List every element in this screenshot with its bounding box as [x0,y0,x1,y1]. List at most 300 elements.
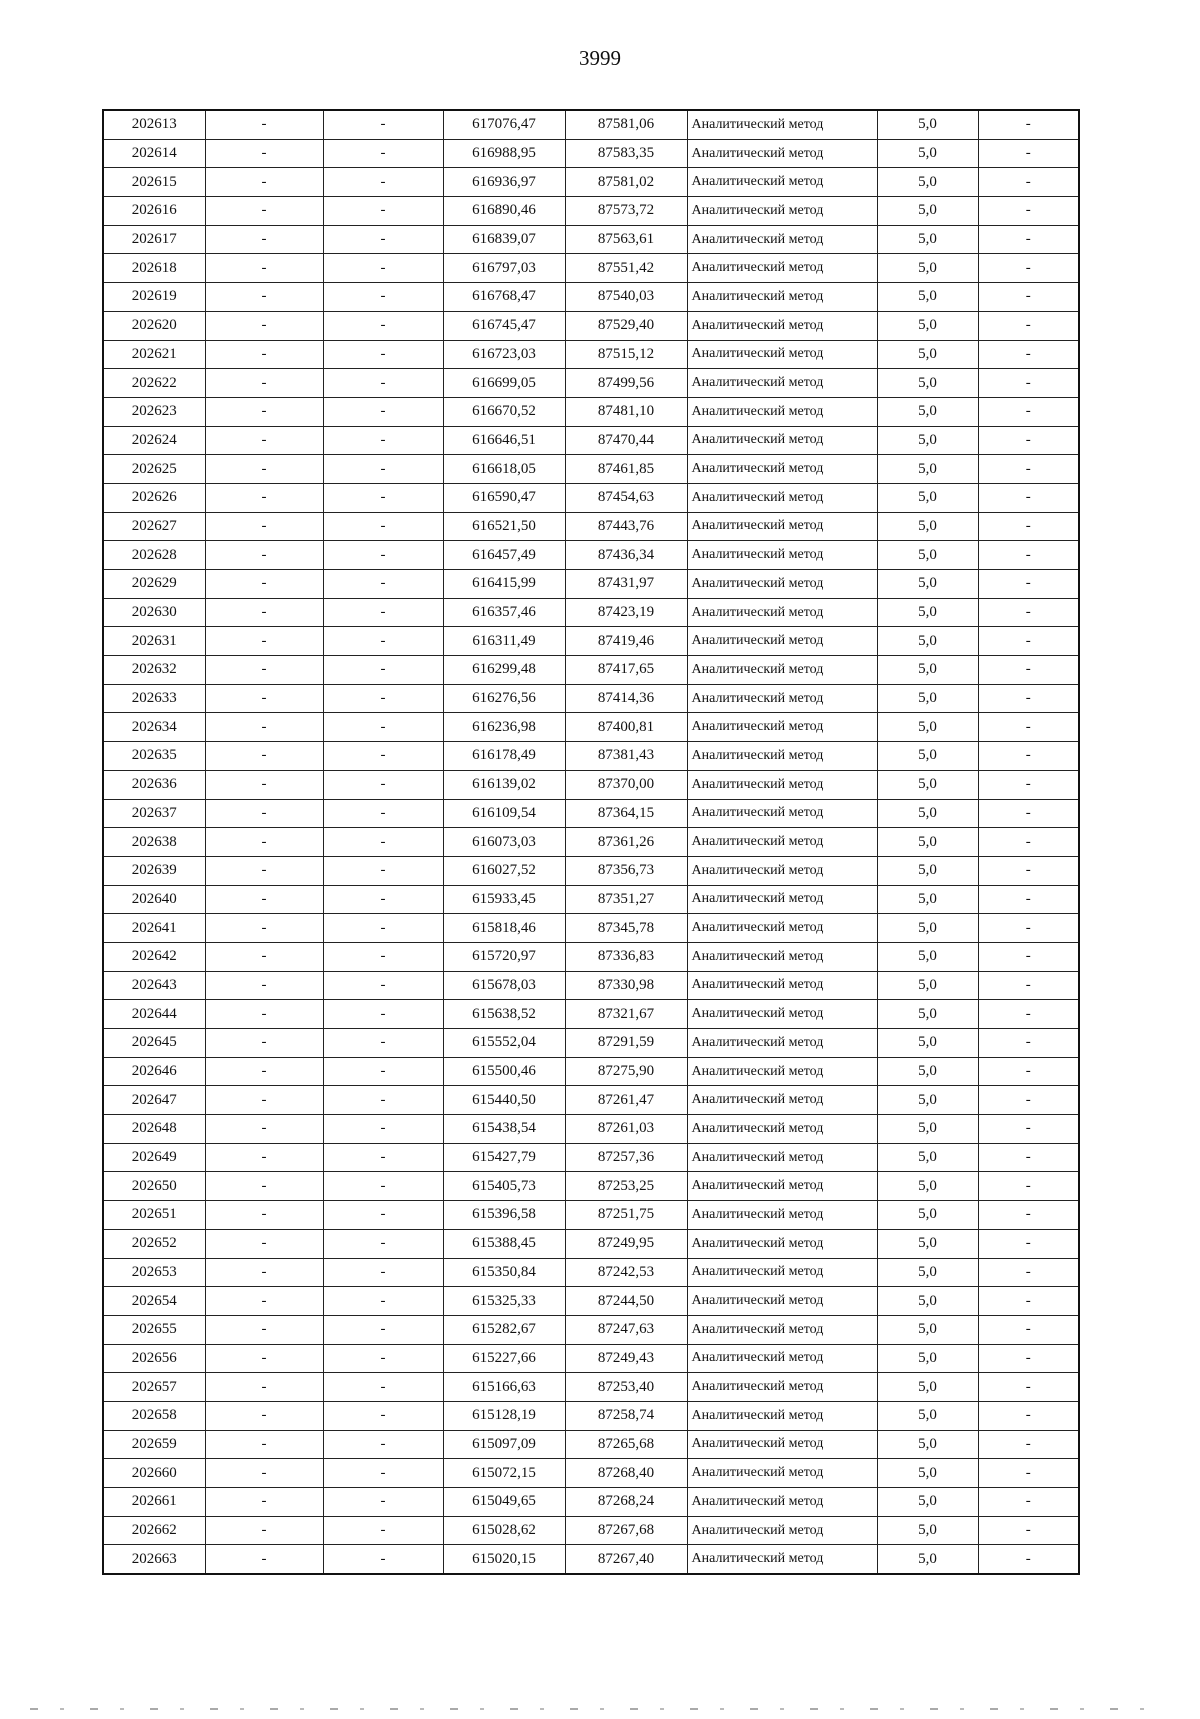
table-row [103,168,1079,197]
accuracy-cell: 5,0 [877,1029,978,1058]
dash-cell-a: - [205,1287,323,1316]
x-coordinate-cell: 616646,51 [443,426,565,455]
accuracy-cell: 5,0 [877,1115,978,1144]
point-number-cell: 202654 [103,1287,205,1316]
point-number-cell: 202630 [103,598,205,627]
accuracy-cell: 5,0 [877,1057,978,1086]
point-number-cell: 202628 [103,541,205,570]
dash-cell-a: - [205,828,323,857]
accuracy-cell: 5,0 [877,283,978,312]
y-coordinate-cell: 87499,56 [565,369,687,398]
method-cell: Аналитический метод [687,570,877,599]
dash-cell-c: - [978,684,1079,713]
point-number-cell: 202626 [103,483,205,512]
dash-cell-c: - [978,570,1079,599]
method-cell: Аналитический метод [687,1401,877,1430]
point-number-cell: 202643 [103,971,205,1000]
y-coordinate-cell: 87583,35 [565,139,687,168]
accuracy-cell: 5,0 [877,455,978,484]
table-row [103,1086,1079,1115]
point-number-cell: 202650 [103,1172,205,1201]
dash-cell-a: - [205,1373,323,1402]
dash-cell-a: - [205,541,323,570]
accuracy-cell: 5,0 [877,1344,978,1373]
method-cell: Аналитический метод [687,1086,877,1115]
x-coordinate-cell: 615440,50 [443,1086,565,1115]
method-cell: Аналитический метод [687,1143,877,1172]
point-number-cell: 202651 [103,1201,205,1230]
dash-cell-c: - [978,598,1079,627]
point-number-cell: 202660 [103,1459,205,1488]
method-cell: Аналитический метод [687,197,877,226]
dash-cell-a: - [205,1115,323,1144]
dash-cell-c: - [978,656,1079,685]
table-row [103,225,1079,254]
dash-cell-b: - [323,598,443,627]
dash-cell-b: - [323,856,443,885]
dash-cell-c: - [978,426,1079,455]
y-coordinate-cell: 87515,12 [565,340,687,369]
table-row [103,971,1079,1000]
accuracy-cell: 5,0 [877,1430,978,1459]
y-coordinate-cell: 87261,03 [565,1115,687,1144]
y-coordinate-cell: 87470,44 [565,426,687,455]
x-coordinate-cell: 616988,95 [443,139,565,168]
x-coordinate-cell: 615933,45 [443,885,565,914]
dash-cell-a: - [205,1545,323,1574]
table-row [103,1459,1079,1488]
y-coordinate-cell: 87267,68 [565,1516,687,1545]
dash-cell-c: - [978,1201,1079,1230]
point-number-cell: 202629 [103,570,205,599]
point-number-cell: 202632 [103,656,205,685]
x-coordinate-cell: 616236,98 [443,713,565,742]
dash-cell-b: - [323,770,443,799]
x-coordinate-cell: 615500,46 [443,1057,565,1086]
accuracy-cell: 5,0 [877,541,978,570]
accuracy-cell: 5,0 [877,1545,978,1574]
accuracy-cell: 5,0 [877,1258,978,1287]
dash-cell-a: - [205,598,323,627]
dash-cell-a: - [205,340,323,369]
y-coordinate-cell: 87581,02 [565,168,687,197]
x-coordinate-cell: 616745,47 [443,311,565,340]
accuracy-cell: 5,0 [877,197,978,226]
table-row [103,742,1079,771]
point-number-cell: 202646 [103,1057,205,1086]
method-cell: Аналитический метод [687,942,877,971]
dash-cell-c: - [978,1029,1079,1058]
accuracy-cell: 5,0 [877,1315,978,1344]
dash-cell-b: - [323,1143,443,1172]
method-cell: Аналитический метод [687,770,877,799]
accuracy-cell: 5,0 [877,656,978,685]
table-row [103,139,1079,168]
dash-cell-b: - [323,971,443,1000]
dash-cell-a: - [205,455,323,484]
table-row [103,1287,1079,1316]
dash-cell-c: - [978,1172,1079,1201]
table-row [103,1344,1079,1373]
accuracy-cell: 5,0 [877,397,978,426]
method-cell: Аналитический метод [687,512,877,541]
accuracy-cell: 5,0 [877,942,978,971]
dash-cell-c: - [978,942,1079,971]
dash-cell-a: - [205,1258,323,1287]
x-coordinate-cell: 616139,02 [443,770,565,799]
table-row [103,1201,1079,1230]
dash-cell-b: - [323,1459,443,1488]
accuracy-cell: 5,0 [877,1229,978,1258]
y-coordinate-cell: 87247,63 [565,1315,687,1344]
dash-cell-a: - [205,110,323,139]
dash-cell-a: - [205,225,323,254]
dash-cell-a: - [205,168,323,197]
y-coordinate-cell: 87265,68 [565,1430,687,1459]
dash-cell-c: - [978,483,1079,512]
coordinates-table [102,109,1080,1575]
method-cell: Аналитический метод [687,971,877,1000]
dash-cell-c: - [978,541,1079,570]
dash-cell-c: - [978,283,1079,312]
x-coordinate-cell: 615638,52 [443,1000,565,1029]
method-cell: Аналитический метод [687,1057,877,1086]
point-number-cell: 202638 [103,828,205,857]
dash-cell-c: - [978,1086,1079,1115]
accuracy-cell: 5,0 [877,1488,978,1517]
x-coordinate-cell: 615282,67 [443,1315,565,1344]
table-row [103,1029,1079,1058]
x-coordinate-cell: 616073,03 [443,828,565,857]
dash-cell-b: - [323,828,443,857]
x-coordinate-cell: 615818,46 [443,914,565,943]
accuracy-cell: 5,0 [877,110,978,139]
dash-cell-c: - [978,1430,1079,1459]
dash-cell-c: - [978,139,1079,168]
point-number-cell: 202642 [103,942,205,971]
table-row [103,856,1079,885]
y-coordinate-cell: 87581,06 [565,110,687,139]
method-cell: Аналитический метод [687,1459,877,1488]
accuracy-cell: 5,0 [877,426,978,455]
table-row [103,1258,1079,1287]
table-row [103,397,1079,426]
table-row [103,369,1079,398]
dash-cell-c: - [978,225,1079,254]
point-number-cell: 202631 [103,627,205,656]
dash-cell-a: - [205,426,323,455]
dash-cell-c: - [978,627,1079,656]
table-row [103,684,1079,713]
dash-cell-b: - [323,1258,443,1287]
method-cell: Аналитический метод [687,311,877,340]
dash-cell-c: - [978,1287,1079,1316]
y-coordinate-cell: 87573,72 [565,197,687,226]
y-coordinate-cell: 87414,36 [565,684,687,713]
x-coordinate-cell: 616936,97 [443,168,565,197]
method-cell: Аналитический метод [687,1258,877,1287]
y-coordinate-cell: 87253,40 [565,1373,687,1402]
y-coordinate-cell: 87351,27 [565,885,687,914]
x-coordinate-cell: 616590,47 [443,483,565,512]
dash-cell-c: - [978,914,1079,943]
point-number-cell: 202616 [103,197,205,226]
point-number-cell: 202652 [103,1229,205,1258]
accuracy-cell: 5,0 [877,1287,978,1316]
method-cell: Аналитический метод [687,455,877,484]
x-coordinate-cell: 615020,15 [443,1545,565,1574]
y-coordinate-cell: 87356,73 [565,856,687,885]
x-coordinate-cell: 615678,03 [443,971,565,1000]
dash-cell-a: - [205,197,323,226]
accuracy-cell: 5,0 [877,914,978,943]
table-row [103,1229,1079,1258]
y-coordinate-cell: 87443,76 [565,512,687,541]
dash-cell-a: - [205,1086,323,1115]
dash-cell-c: - [978,110,1079,139]
y-coordinate-cell: 87551,42 [565,254,687,283]
y-coordinate-cell: 87419,46 [565,627,687,656]
accuracy-cell: 5,0 [877,1201,978,1230]
dash-cell-c: - [978,397,1079,426]
dash-cell-b: - [323,541,443,570]
x-coordinate-cell: 616723,03 [443,340,565,369]
table-row [103,311,1079,340]
point-number-cell: 202662 [103,1516,205,1545]
dash-cell-c: - [978,799,1079,828]
point-number-cell: 202661 [103,1488,205,1517]
x-coordinate-cell: 615049,65 [443,1488,565,1517]
dash-cell-b: - [323,656,443,685]
y-coordinate-cell: 87321,67 [565,1000,687,1029]
point-number-cell: 202623 [103,397,205,426]
point-number-cell: 202621 [103,340,205,369]
accuracy-cell: 5,0 [877,598,978,627]
accuracy-cell: 5,0 [877,369,978,398]
y-coordinate-cell: 87454,63 [565,483,687,512]
dash-cell-a: - [205,1201,323,1230]
dash-cell-a: - [205,713,323,742]
x-coordinate-cell: 616699,05 [443,369,565,398]
y-coordinate-cell: 87275,90 [565,1057,687,1086]
table-row [103,1373,1079,1402]
x-coordinate-cell: 615720,97 [443,942,565,971]
accuracy-cell: 5,0 [877,1000,978,1029]
dash-cell-c: - [978,512,1079,541]
dash-cell-a: - [205,1172,323,1201]
point-number-cell: 202648 [103,1115,205,1144]
dash-cell-c: - [978,1344,1079,1373]
dash-cell-c: - [978,770,1079,799]
dash-cell-c: - [978,455,1079,484]
x-coordinate-cell: 615405,73 [443,1172,565,1201]
accuracy-cell: 5,0 [877,1459,978,1488]
point-number-cell: 202617 [103,225,205,254]
dash-cell-a: - [205,512,323,541]
table-row [103,656,1079,685]
dash-cell-a: - [205,885,323,914]
x-coordinate-cell: 616311,49 [443,627,565,656]
dash-cell-a: - [205,627,323,656]
x-coordinate-cell: 616768,47 [443,283,565,312]
accuracy-cell: 5,0 [877,225,978,254]
y-coordinate-cell: 87400,81 [565,713,687,742]
dash-cell-c: - [978,1401,1079,1430]
x-coordinate-cell: 617076,47 [443,110,565,139]
point-number-cell: 202633 [103,684,205,713]
point-number-cell: 202614 [103,139,205,168]
x-coordinate-cell: 616415,99 [443,570,565,599]
dash-cell-c: - [978,1373,1079,1402]
x-coordinate-cell: 615028,62 [443,1516,565,1545]
dash-cell-b: - [323,340,443,369]
dash-cell-c: - [978,1229,1079,1258]
method-cell: Аналитический метод [687,1115,877,1144]
point-number-cell: 202649 [103,1143,205,1172]
point-number-cell: 202619 [103,283,205,312]
dash-cell-b: - [323,1115,443,1144]
point-number-cell: 202622 [103,369,205,398]
point-number-cell: 202663 [103,1545,205,1574]
dash-cell-b: - [323,1545,443,1574]
accuracy-cell: 5,0 [877,799,978,828]
method-cell: Аналитический метод [687,168,877,197]
table-row [103,828,1079,857]
dash-cell-b: - [323,512,443,541]
table-row [103,340,1079,369]
x-coordinate-cell: 615166,63 [443,1373,565,1402]
point-number-cell: 202613 [103,110,205,139]
x-coordinate-cell: 616670,52 [443,397,565,426]
accuracy-cell: 5,0 [877,483,978,512]
method-cell: Аналитический метод [687,799,877,828]
dash-cell-c: - [978,885,1079,914]
dash-cell-b: - [323,684,443,713]
point-number-cell: 202645 [103,1029,205,1058]
accuracy-cell: 5,0 [877,168,978,197]
table-row [103,713,1079,742]
method-cell: Аналитический метод [687,713,877,742]
x-coordinate-cell: 615350,84 [443,1258,565,1287]
x-coordinate-cell: 616521,50 [443,512,565,541]
point-number-cell: 202639 [103,856,205,885]
accuracy-cell: 5,0 [877,885,978,914]
accuracy-cell: 5,0 [877,828,978,857]
dash-cell-c: - [978,1315,1079,1344]
y-coordinate-cell: 87423,19 [565,598,687,627]
dash-cell-c: - [978,1459,1079,1488]
y-coordinate-cell: 87417,65 [565,656,687,685]
dash-cell-b: - [323,110,443,139]
accuracy-cell: 5,0 [877,1401,978,1430]
accuracy-cell: 5,0 [877,1086,978,1115]
table-row [103,570,1079,599]
y-coordinate-cell: 87330,98 [565,971,687,1000]
dash-cell-a: - [205,1229,323,1258]
point-number-cell: 202641 [103,914,205,943]
point-number-cell: 202659 [103,1430,205,1459]
point-number-cell: 202658 [103,1401,205,1430]
dash-cell-c: - [978,1057,1079,1086]
dash-cell-a: - [205,483,323,512]
dash-cell-a: - [205,742,323,771]
dash-cell-a: - [205,311,323,340]
x-coordinate-cell: 616839,07 [443,225,565,254]
point-number-cell: 202653 [103,1258,205,1287]
method-cell: Аналитический метод [687,426,877,455]
accuracy-cell: 5,0 [877,254,978,283]
table-row [103,1545,1079,1574]
dash-cell-c: - [978,311,1079,340]
point-number-cell: 202640 [103,885,205,914]
method-cell: Аналитический метод [687,139,877,168]
x-coordinate-cell: 616457,49 [443,541,565,570]
y-coordinate-cell: 87267,40 [565,1545,687,1574]
method-cell: Аналитический метод [687,541,877,570]
point-number-cell: 202655 [103,1315,205,1344]
y-coordinate-cell: 87253,25 [565,1172,687,1201]
table-row [103,598,1079,627]
method-cell: Аналитический метод [687,627,877,656]
y-coordinate-cell: 87249,43 [565,1344,687,1373]
dash-cell-b: - [323,254,443,283]
dash-cell-b: - [323,1430,443,1459]
point-number-cell: 202656 [103,1344,205,1373]
accuracy-cell: 5,0 [877,1172,978,1201]
y-coordinate-cell: 87261,47 [565,1086,687,1115]
dash-cell-a: - [205,1459,323,1488]
table-row [103,483,1079,512]
dash-cell-a: - [205,254,323,283]
table-row [103,770,1079,799]
dash-cell-a: - [205,856,323,885]
accuracy-cell: 5,0 [877,139,978,168]
accuracy-cell: 5,0 [877,684,978,713]
method-cell: Аналитический метод [687,1029,877,1058]
y-coordinate-cell: 87268,24 [565,1488,687,1517]
dash-cell-c: - [978,828,1079,857]
x-coordinate-cell: 616357,46 [443,598,565,627]
table-row [103,1057,1079,1086]
dash-cell-a: - [205,139,323,168]
dash-cell-b: - [323,311,443,340]
method-cell: Аналитический метод [687,885,877,914]
method-cell: Аналитический метод [687,1000,877,1029]
dash-cell-b: - [323,369,443,398]
dash-cell-c: - [978,856,1079,885]
dash-cell-b: - [323,1201,443,1230]
y-coordinate-cell: 87431,97 [565,570,687,599]
dash-cell-b: - [323,1488,443,1517]
table-row [103,1315,1079,1344]
method-cell: Аналитический метод [687,1315,877,1344]
dash-cell-a: - [205,1344,323,1373]
accuracy-cell: 5,0 [877,340,978,369]
method-cell: Аналитический метод [687,1545,877,1574]
method-cell: Аналитический метод [687,397,877,426]
dash-cell-a: - [205,397,323,426]
point-number-cell: 202635 [103,742,205,771]
dash-cell-b: - [323,1000,443,1029]
y-coordinate-cell: 87381,43 [565,742,687,771]
method-cell: Аналитический метод [687,1516,877,1545]
method-cell: Аналитический метод [687,225,877,254]
dash-cell-b: - [323,1287,443,1316]
table-row [103,627,1079,656]
accuracy-cell: 5,0 [877,570,978,599]
x-coordinate-cell: 615072,15 [443,1459,565,1488]
dash-cell-c: - [978,742,1079,771]
